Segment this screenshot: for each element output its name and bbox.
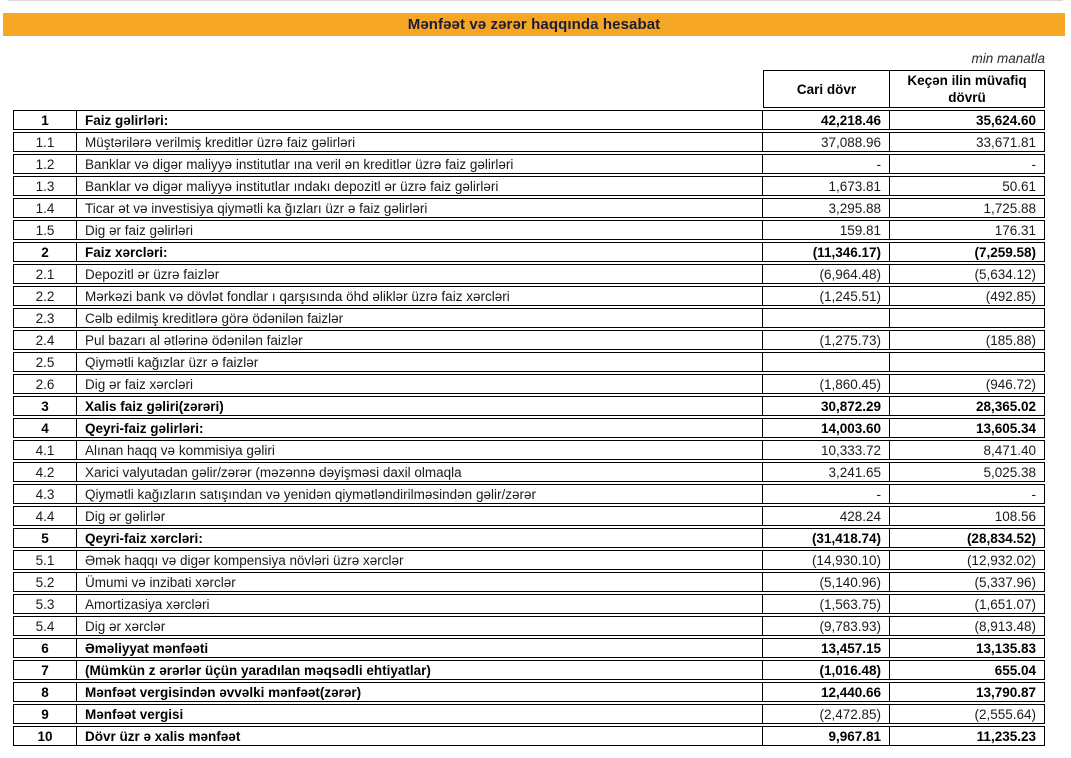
row-label: Dig ər gəlirlər — [76, 507, 762, 525]
row-number: 5.3 — [35, 596, 55, 612]
row-value-current: 428.24 — [762, 507, 889, 525]
row-value-previous: 33,671.81 — [889, 133, 1044, 151]
row-value-previous: (7,259.58) — [889, 243, 1044, 261]
row-number: 4.2 — [35, 464, 55, 480]
row-value-previous: 8,471.40 — [889, 441, 1044, 459]
table-row — [13, 220, 1045, 240]
row-value-previous: (5,634.12) — [889, 265, 1044, 283]
table-row — [13, 594, 1045, 614]
row-label: Mərkəzi bank və dövlət fondlar ı qarşısında öhd əliklər üzrə faiz xərcləri — [76, 287, 762, 305]
table-row — [13, 110, 1045, 130]
row-value-current: - — [762, 155, 889, 173]
row-value-current: (1,016.48) — [762, 661, 889, 679]
table-row — [13, 286, 1045, 306]
row-value-previous: 1,725.88 — [889, 199, 1044, 217]
row-label: Faiz xərcləri: — [76, 243, 762, 261]
row-value-current: 12,440.66 — [762, 683, 889, 701]
row-label: Qiymətli kağızlar üzr ə faizlər — [76, 353, 762, 371]
row-number: 2.3 — [35, 310, 55, 326]
row-number: 5 — [41, 530, 49, 546]
row-value-previous: (8,913.48) — [889, 617, 1044, 635]
row-number: 1.4 — [35, 200, 55, 216]
table-row — [13, 198, 1045, 218]
row-value-current: 1,673.81 — [762, 177, 889, 195]
row-label: Dig ər faiz xərcləri — [76, 375, 762, 393]
table-row — [13, 396, 1045, 416]
row-value-current: - — [762, 485, 889, 503]
row-value-current: (11,346.17) — [762, 243, 889, 261]
row-value-previous: 13,790.87 — [889, 683, 1044, 701]
table-row — [13, 176, 1045, 196]
page-top-rule — [8, 0, 1063, 1]
table-row — [13, 638, 1045, 658]
row-number: 8 — [41, 684, 49, 700]
row-number: 1.1 — [35, 134, 55, 150]
table-row — [13, 528, 1045, 548]
column-header-previous: Keçən ilin müvafiq dövrü — [889, 71, 1044, 107]
row-label: Amortizasiya xərcləri — [76, 595, 762, 613]
row-value-current: 30,872.29 — [762, 397, 889, 415]
row-value-previous: 50.61 — [889, 177, 1044, 195]
row-value-previous: - — [889, 485, 1044, 503]
table-row — [13, 264, 1045, 284]
table-row — [13, 616, 1045, 636]
row-value-current: (9,783.93) — [762, 617, 889, 635]
row-label: Ticar ət və investisiya qiymətli ka ğızları üzr ə faiz gəlirləri — [76, 199, 762, 217]
row-number: 2.4 — [35, 332, 55, 348]
row-value-current: 42,218.46 — [762, 111, 889, 129]
row-label: Faiz gəlirləri: — [76, 111, 762, 129]
table-row — [13, 308, 1045, 328]
row-value-previous: (492.85) — [889, 287, 1044, 305]
row-label: Cəlb edilmiş kreditlərə görə ödənilən faizlər — [76, 309, 762, 327]
row-value-previous: 5,025.38 — [889, 463, 1044, 481]
row-label: Qiymətli kağızların satışından və yenidən qiymətləndirilməsindən gəlir/zərər — [76, 485, 762, 503]
column-header-current: Cari dövr — [796, 81, 857, 97]
table-row — [13, 352, 1045, 372]
row-number: 1 — [41, 112, 49, 128]
table-column-headers — [763, 70, 1045, 108]
row-label: Qeyri-faiz gəlirləri: — [76, 419, 762, 437]
table-row — [13, 418, 1045, 438]
row-value-current: 37,088.96 — [762, 133, 889, 151]
row-label: Alınan haqq və kommisiya gəliri — [76, 441, 762, 459]
table-row — [13, 330, 1045, 350]
table-row — [13, 682, 1045, 702]
table-row — [13, 726, 1045, 746]
row-number: 2.2 — [35, 288, 55, 304]
table-row — [13, 704, 1045, 724]
row-value-current: 14,003.60 — [762, 419, 889, 437]
row-number: 2 — [41, 244, 49, 260]
row-label: Depozitl ər üzrə faizlər — [76, 265, 762, 283]
table-row — [13, 242, 1045, 262]
row-label: Banklar və digər maliyyə institutlar ındakı depozitl ər üzrə faiz gəlirləri — [76, 177, 762, 195]
row-number: 9 — [41, 706, 49, 722]
row-value-previous: (185.88) — [889, 331, 1044, 349]
row-value-current: (2,472.85) — [762, 705, 889, 723]
row-value-current — [762, 309, 889, 327]
row-number: 5.1 — [35, 552, 55, 568]
row-value-current: (14,930.10) — [762, 551, 889, 569]
row-label: Xarici valyutadan gəlir/zərər (məzənnə dəyişməsi daxil olmaqla — [76, 463, 762, 481]
row-value-previous: (1,651.07) — [889, 595, 1044, 613]
row-value-previous: (5,337.96) — [889, 573, 1044, 591]
row-number: 1.5 — [35, 222, 55, 238]
table-row — [13, 506, 1045, 526]
row-value-previous: 13,605.34 — [889, 419, 1044, 437]
row-label: Əməliyyat mənfəəti — [76, 639, 762, 657]
row-label: Pul bazarı al ətlərinə ödənilən faizlər — [76, 331, 762, 349]
row-number: 1.3 — [35, 178, 55, 194]
row-value-current: (6,964.48) — [762, 265, 889, 283]
row-number: 5.2 — [35, 574, 55, 590]
row-value-current: (1,245.51) — [762, 287, 889, 305]
row-number: 3 — [41, 398, 49, 414]
row-value-current: 3,295.88 — [762, 199, 889, 217]
row-value-previous: 28,365.02 — [889, 397, 1044, 415]
row-value-current: 159.81 — [762, 221, 889, 239]
table-row — [13, 440, 1045, 460]
table-row — [13, 154, 1045, 174]
row-value-previous: 35,624.60 — [889, 111, 1044, 129]
row-number: 1.2 — [35, 156, 55, 172]
row-label: Qeyri-faiz xərcləri: — [76, 529, 762, 547]
row-label: Mənfəət vergisi — [76, 705, 762, 723]
row-number: 2.1 — [35, 266, 55, 282]
row-number: 2.6 — [35, 376, 55, 392]
table-row — [13, 132, 1045, 152]
page-title: Mənfəət və zərər haqqında hesabat — [407, 16, 661, 33]
row-value-previous: 655.04 — [889, 661, 1044, 679]
report-title-bar — [3, 13, 1065, 36]
table-row — [13, 484, 1045, 504]
table-row — [13, 550, 1045, 570]
row-value-current: (31,418.74) — [762, 529, 889, 547]
row-label: Əmək haqqı və digər kompensiya növləri üzrə xərclər — [76, 551, 762, 569]
row-value-current — [762, 353, 889, 371]
row-number: 7 — [41, 662, 49, 678]
row-value-previous: 108.56 — [889, 507, 1044, 525]
row-number: 4 — [41, 420, 49, 436]
table-row — [13, 462, 1045, 482]
row-value-previous: 176.31 — [889, 221, 1044, 239]
row-label: (Mümkün z ərərlər üçün yaradılan məqsədli ehtiyatlar) — [76, 661, 762, 679]
row-label: Xalis faiz gəliri(zərəri) — [76, 397, 762, 415]
table-row — [13, 572, 1045, 592]
row-value-previous — [889, 309, 1044, 327]
unit-note: min manatla — [971, 51, 1045, 66]
row-value-previous: (946.72) — [889, 375, 1044, 393]
row-label: Müştərilərə verilmiş kreditlər üzrə faiz gəlirləri — [76, 133, 762, 151]
row-value-current: 10,333.72 — [762, 441, 889, 459]
row-value-previous: (2,555.64) — [889, 705, 1044, 723]
row-number: 6 — [41, 640, 49, 656]
row-value-previous: 11,235.23 — [889, 727, 1044, 745]
row-number: 4.4 — [35, 508, 55, 524]
row-value-current: 3,241.65 — [762, 463, 889, 481]
row-value-current: (1,563.75) — [762, 595, 889, 613]
pnl-table-rows — [13, 110, 1045, 748]
table-row — [13, 660, 1045, 680]
row-value-current: (1,275.73) — [762, 331, 889, 349]
row-value-current: (1,860.45) — [762, 375, 889, 393]
row-label: Ümumi və inzibati xərclər — [76, 573, 762, 591]
row-label: Dövr üzr ə xalis mənfəət — [76, 727, 762, 745]
row-number: 4.3 — [35, 486, 55, 502]
row-label: Banklar və digər maliyyə institutlar ına veril ən kreditlər üzrə faiz gəlirləri — [76, 155, 762, 173]
row-label: Dig ər xərclər — [76, 617, 762, 635]
table-row — [13, 374, 1045, 394]
row-value-current: 13,457.15 — [762, 639, 889, 657]
row-value-previous: 13,135.83 — [889, 639, 1044, 657]
row-value-current: 9,967.81 — [762, 727, 889, 745]
row-value-previous: (28,834.52) — [889, 529, 1044, 547]
row-number: 5.4 — [35, 618, 55, 634]
row-label: Dig ər faiz gəlirləri — [76, 221, 762, 239]
row-number: 4.1 — [35, 442, 55, 458]
row-label: Mənfəət vergisindən əvvəlki mənfəət(zərər) — [76, 683, 762, 701]
row-value-previous — [889, 353, 1044, 371]
row-number: 10 — [37, 728, 53, 744]
row-value-previous: - — [889, 155, 1044, 173]
row-value-current: (5,140.96) — [762, 573, 889, 591]
row-value-previous: (12,932.02) — [889, 551, 1044, 569]
row-number: 2.5 — [35, 354, 55, 370]
